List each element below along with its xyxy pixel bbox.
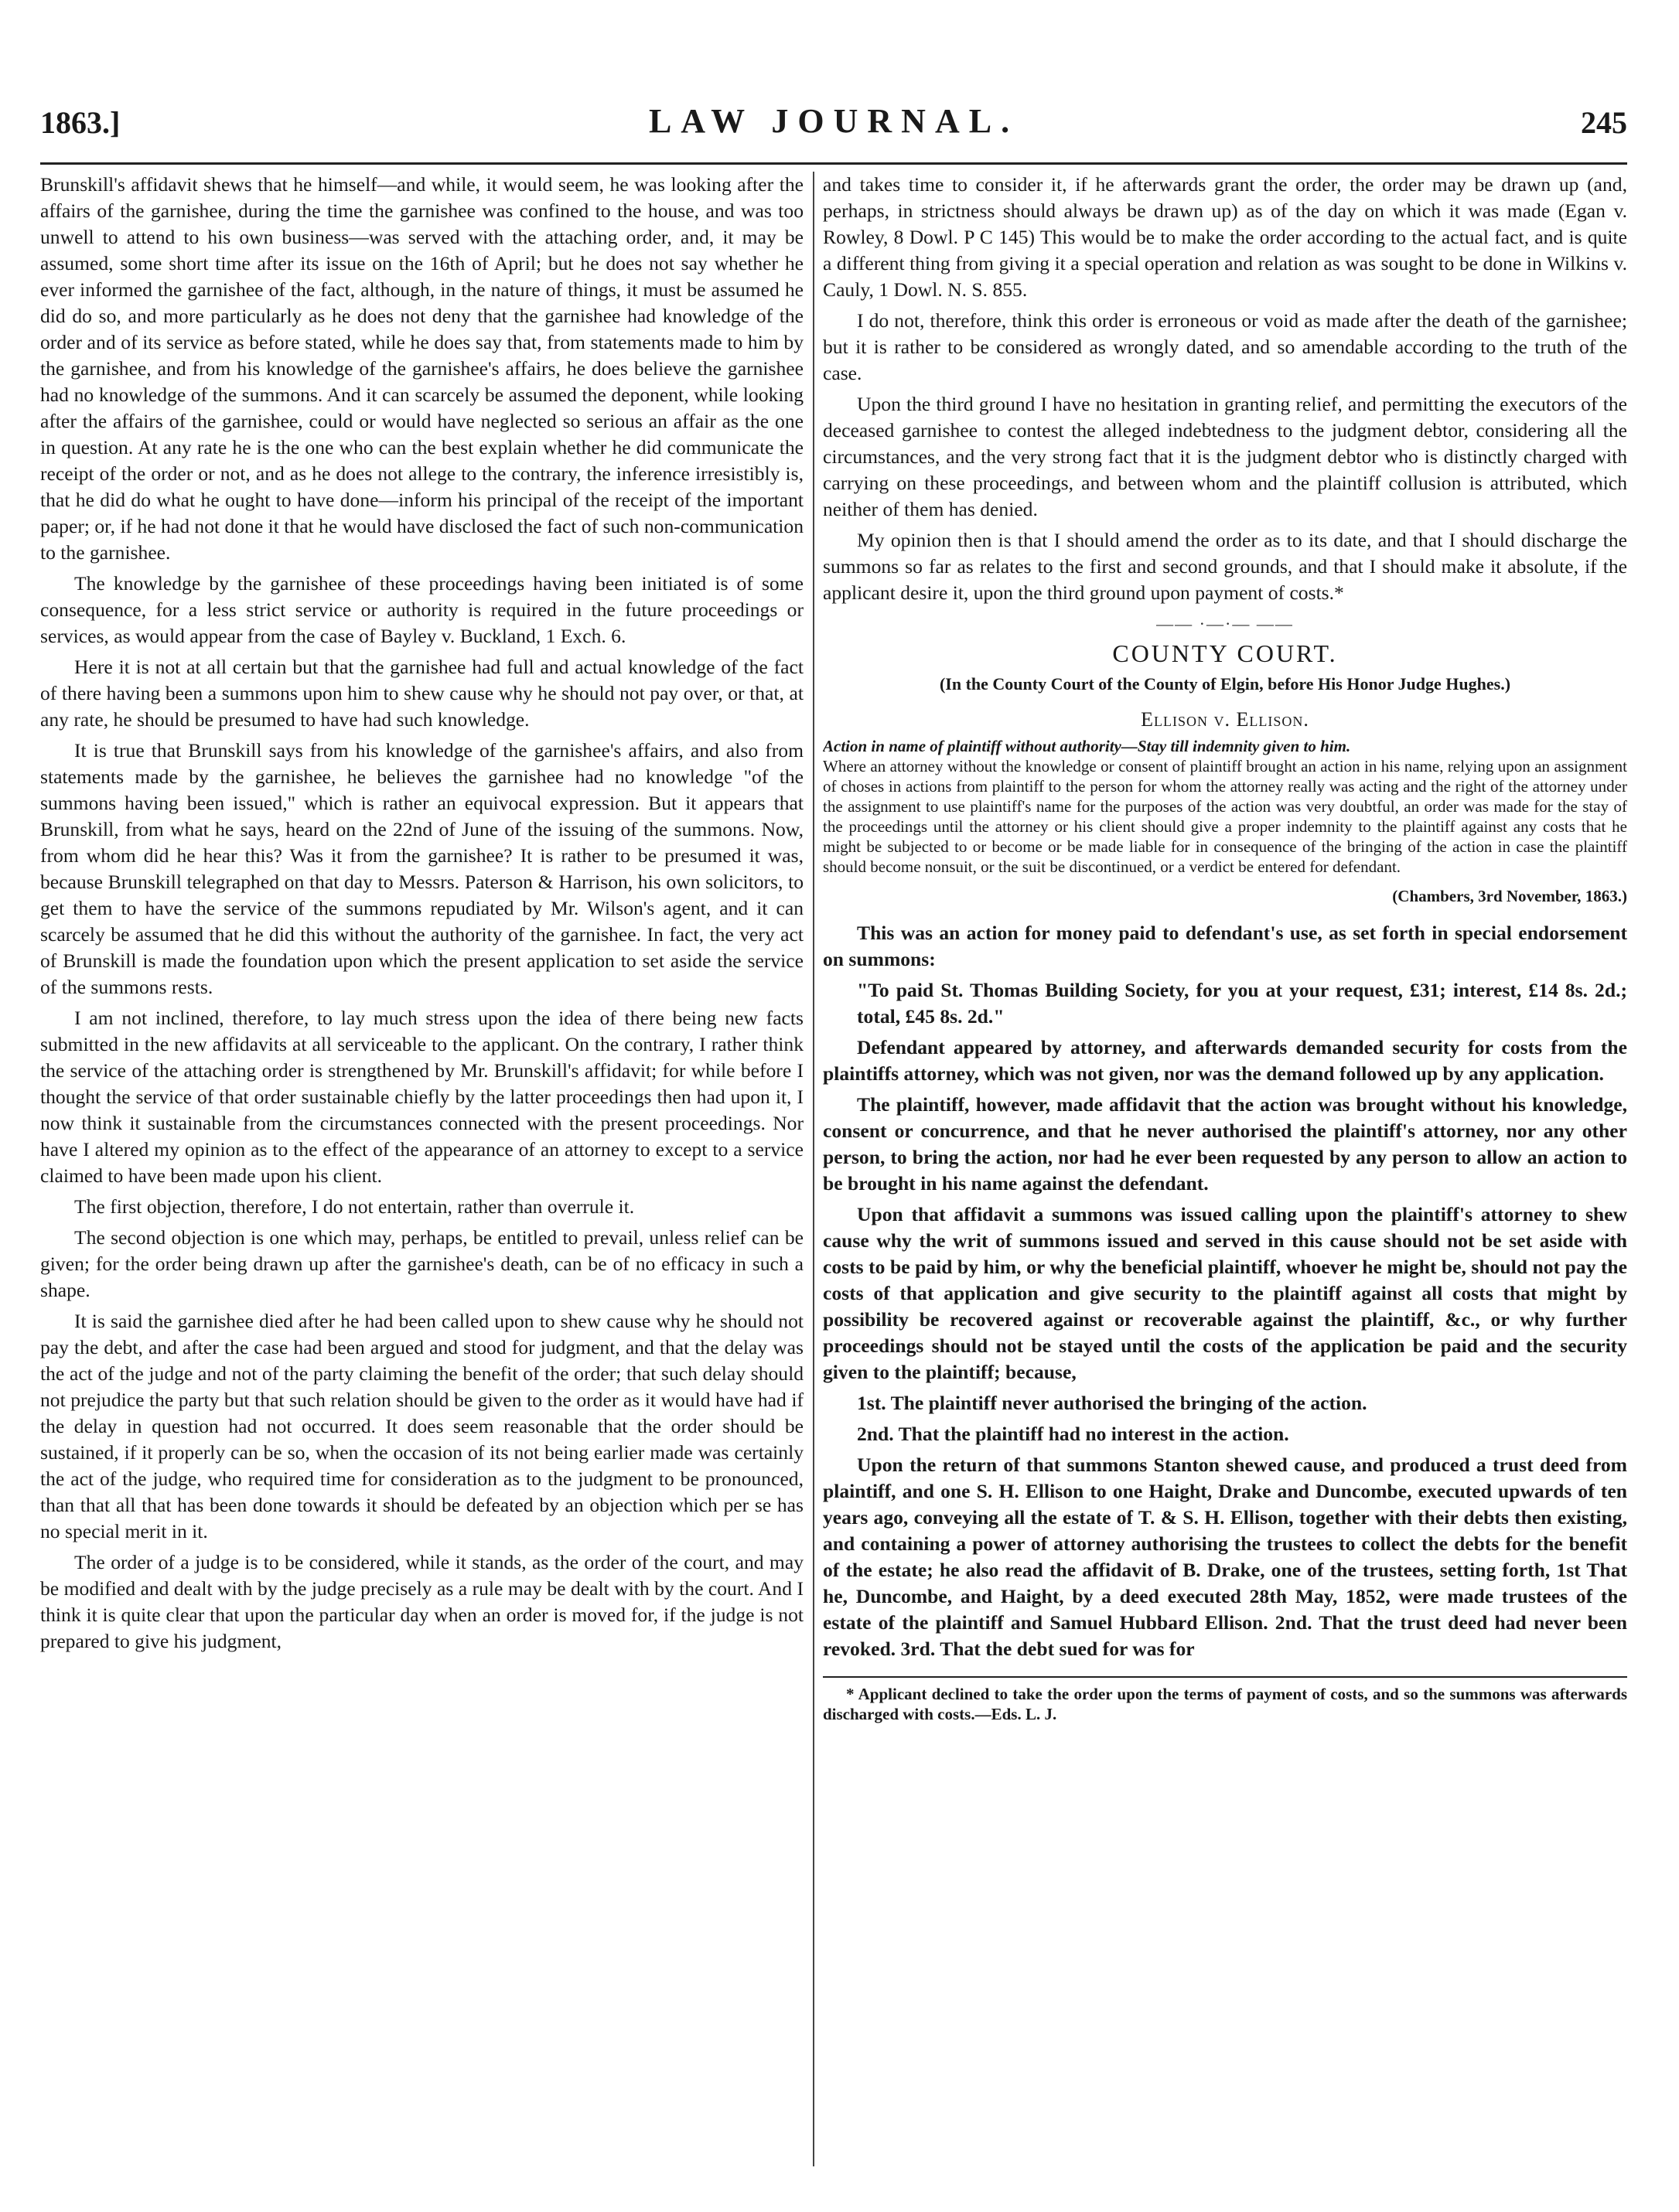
page-header [40, 104, 1627, 151]
list-item: 1st. The plaintiff never authorised the bringing of the action. [857, 1392, 1367, 1414]
paragraph: The first objection, therefore, I do not entertain, rather than overrule it. [74, 1195, 635, 1218]
headnote-body: Where an attorney without the knowledge or consent of plaintiff brought an action in his name, relying upon an assignment of choses in actions from plaintiff to the person for whom the attorney really was acting and the right of the attorney under the assignment to use plaintiff's name for the purposes of the action was very doubtful, an order was made for the stay of the proceedings until the attorney or his client should give a proper indemnity to the plaintiff against any costs that he might be subjected to or become or be made liable for in consequence of the bringing of the action in case the plaintiff should become nonsuit, or the suit be discontinued, or a verdict be entered for defendant. [823, 757, 1627, 876]
paragraph: Upon the return of that summons Stanton shewed cause, and produced a trust deed from plaintiff, and one S. H. Ellison to one Haight, Drake and Duncombe, executed upwards of ten years ago, conveying all the estate of T. & S. H. Ellison, together with their debts then existing, and containing a power of attorney authorising the trustees to collect the debts for the benefit of the estate; he also read the affidavit of B. Drake, one of the trustees, setting forth, 1st That he, Duncombe, and Haight, by a deed executed 28th May, 1852, were made trustees of the estate of the plaintiff and Samuel Hubbard Ellison. 2nd. That the trust deed had never been revoked. 3rd. That the debt sued for was for [823, 1454, 1627, 1660]
paragraph-quote: "To paid St. Thomas Building Society, for you at your request, £31; interest, £14 8s. 2d.; total, £45 8s. 2d." [857, 979, 1627, 1028]
case-title: Ellison v. Ellison. [1141, 708, 1309, 731]
left-column [40, 172, 804, 2151]
paragraph: Brunskill's affidavit shews that he himself—and while, it would seem, he was looking after the affairs of the garnishee, during the time the garnishee was confined to the house, and was too unwell to attend to his own business—was served with the attaching order, and, it may be assumed, some short time after its issue on the 16th of April; but he does not say whether he ever informed the garnishee of the fact, although, in the nature of things, it must be assumed he did do so, and more particularly as he does not deny that the garnishee had knowledge of the order and of its service as before stated, while he does say that, from statements made to him by the garnishee, and from his knowledge of the garnishee's affairs, he does believe the garnishee had no knowledge of the summons. And it can scarcely be assumed the deponent, while looking after the affairs of the garnishee, could or would have neglected so serious an affair as the one in question. At any rate he is the one who can the best explain whether he did communicate the receipt of the order or not, and as he does not allege to the contrary, the inference irresistibly is, that he did do what he ought to have done—inform his principal of the receipt of the important paper; or, if he had not done it that he would have disclosed the fact of such non-communication to the garnishee. [40, 173, 804, 564]
headnote-lead: Action in name of plaintiff without authority—Stay till indemnity given to him. [823, 737, 1351, 755]
footnote: * Applicant declined to take the order upon the terms of payment of costs, and so the summons was afterwards discharged with costs.—Eds. L. J. [823, 1685, 1627, 1723]
section-title: COUNTY COURT. [1112, 639, 1338, 667]
page-number: 245 [1581, 105, 1627, 140]
paragraph: Upon that affidavit a summons was issued calling upon the plaintiff's attorney to shew cause why the writ of summons issued and served in this cause should not be set aside with costs to be paid by him, or why the beneficial plaintiff, whoever he might be, should not pay the costs of that application and give security to the plaintiff against all costs that might by possibility be recovered against or recoverable against the plaintiff, &c., or why further proceedings should not be stayed until the costs of the application be paid and the security given to the plaintiff; because, [823, 1203, 1627, 1383]
header-year: 1863.] [40, 105, 121, 140]
paragraph: This was an action for money paid to defendant's use, as set forth in special endorsement on summons: [823, 922, 1627, 970]
paragraph: It is true that Brunskill says from his knowledge of the garnishee's affairs, and also from statements made by the garnishee, he believes the garnishee had no knowledge "of the summons having been issued," which is rather an equivocal expression. But it appears that Brunskill, from what he says, heard on the 22nd of June of the issuing of the summons. Now, from whom did he hear this? Was it from the garnishee? It is rather to be presumed it was, because Brunskill telegraphed on that day to Messrs. Paterson & Harrison, his own solicitors, to get them to have the service of the summons repudiated by Mr. Wilson's agent, and it can scarcely be assumed that he did this without the authority of the garnishee. In fact, the very act of Brunskill is made the foundation upon which the present application to set aside the service of the summons rests. [40, 739, 804, 998]
header-rule [40, 162, 1627, 165]
chambers-date: (Chambers, 3rd November, 1863.) [1392, 887, 1627, 905]
journal-title: LAW JOURNAL. [648, 102, 1019, 140]
paragraph: Upon the third ground I have no hesitation in granting relief, and permitting the executors of the deceased garnishee to contest the alleged indebtedness to the judgment debtor, considering all the circumstances, and the very strong fact that it is the judgment debtor who is distinctly charged with carrying on these proceedings, and between whom and the plaintiff collusion is attributed, which neither of them has denied. [823, 393, 1627, 520]
paragraph: The plaintiff, however, made affidavit that the action was brought without his knowledge, consent or concurrence, and that he never authorised the plaintiff's attorney, nor any other person, to bring the action, nor had he ever been requested by any person to allow an action to be brought in his name against the defendant. [823, 1093, 1627, 1195]
column-divider [813, 172, 814, 2166]
paragraph: and takes time to consider it, if he afterwards grant the order, the order may be drawn up (and, perhaps, in strictness should always be drawn up) as of the day on which it was made (Egan v. Rowley, 8 Dowl. P C 145) This would be to make the order according to the actual fact, and is quite a different thing from giving it a special operation and relation as was sought to be done in Wilkins v. Cauly, 1 Dowl. N. S. 855. [823, 173, 1627, 301]
case-report [823, 920, 1627, 1662]
section-ornament: —— ·—·— —— [1156, 614, 1294, 633]
paragraph: It is said the garnishee died after he had been called upon to shew cause why he should not pay the debt, and after the case had been argued and stood for judgment, and that the delay was the act of the judge and not of the party claiming the benefit of the order; that such delay should not prejudice the party but that such relation should be given to the order as it would have had if the delay in question had not occurred. It does seem reasonable that the order should be sustained, if it properly can be so, when the occasion of its not being earlier made was certainly the act of the judge, who required time for consideration as to the judgment to be pronounced, than that all that has been done towards it should be defeated by an objection which per se has no special merit in it. [40, 1310, 804, 1542]
list-item: 2nd. That the plaintiff had no interest in the action. [857, 1423, 1289, 1445]
paragraph: I do not, therefore, think this order is erroneous or void as made after the death of the garnishee; but it is rather to be considered as wrongly dated, and so amendable according to the truth of the case. [823, 309, 1627, 384]
paragraph: My opinion then is that I should amend the order as to its date, and that I should discharge the summons so far as relates to the first and second grounds, and that I should make it absolute, if the applicant desire it, upon the third ground upon payment of costs.* [823, 529, 1627, 604]
paragraph: Defendant appeared by attorney, and afterwards demanded security for costs from the plaintiffs attorney, which was not given, nor was the demand followed up by any application. [823, 1036, 1627, 1085]
section-subtitle: (In the County Court of the County of Elgin, before His Honor Judge Hughes.) [939, 674, 1511, 694]
paragraph: Here it is not at all certain but that the garnishee had full and actual knowledge of the fact of there having been a summons upon him to shew cause why he should not pay over, or that, at any rate, he should be presumed to have had such knowledge. [40, 656, 804, 731]
right-column [823, 172, 1627, 2151]
paragraph: The second objection is one which may, perhaps, be entitled to prevail, unless relief can be given; for the order being drawn up after the garnishee's death, can be of no efficacy in such a shape. [40, 1226, 804, 1301]
paragraph: The knowledge by the garnishee of these proceedings having been initiated is of some consequence, for a less strict service or authority is required in the future proceedings or services, as would appear from the case of Bayley v. Buckland, 1 Exch. 6. [40, 572, 804, 647]
paragraph: The order of a judge is to be considered, while it stands, as the order of the court, and may be modified and dealt with by the judge precisely as a rule may be dealt with by the court. And I think it is quite clear that upon the particular day when an order is moved for, if the judge is not prepared to give his judgment, [40, 1551, 804, 1652]
headnote [823, 736, 1627, 877]
footnote-rule [823, 1676, 1627, 1678]
paragraph: I am not inclined, therefore, to lay much stress upon the idea of there being new facts submitted in the new affidavits at all serviceable to the applicant. On the contrary, I rather think the service of the attaching order is strengthened by Mr. Brunskill's affidavit; for while before I thought the service of that order sustainable chiefly by the latter proceedings then had upon it, I now think it sustainable from the circumstances connected with the present proceedings. Nor have I altered my opinion as to the effect of the appearance of an attorney to except to a service claimed to have been made upon his client. [40, 1007, 804, 1187]
